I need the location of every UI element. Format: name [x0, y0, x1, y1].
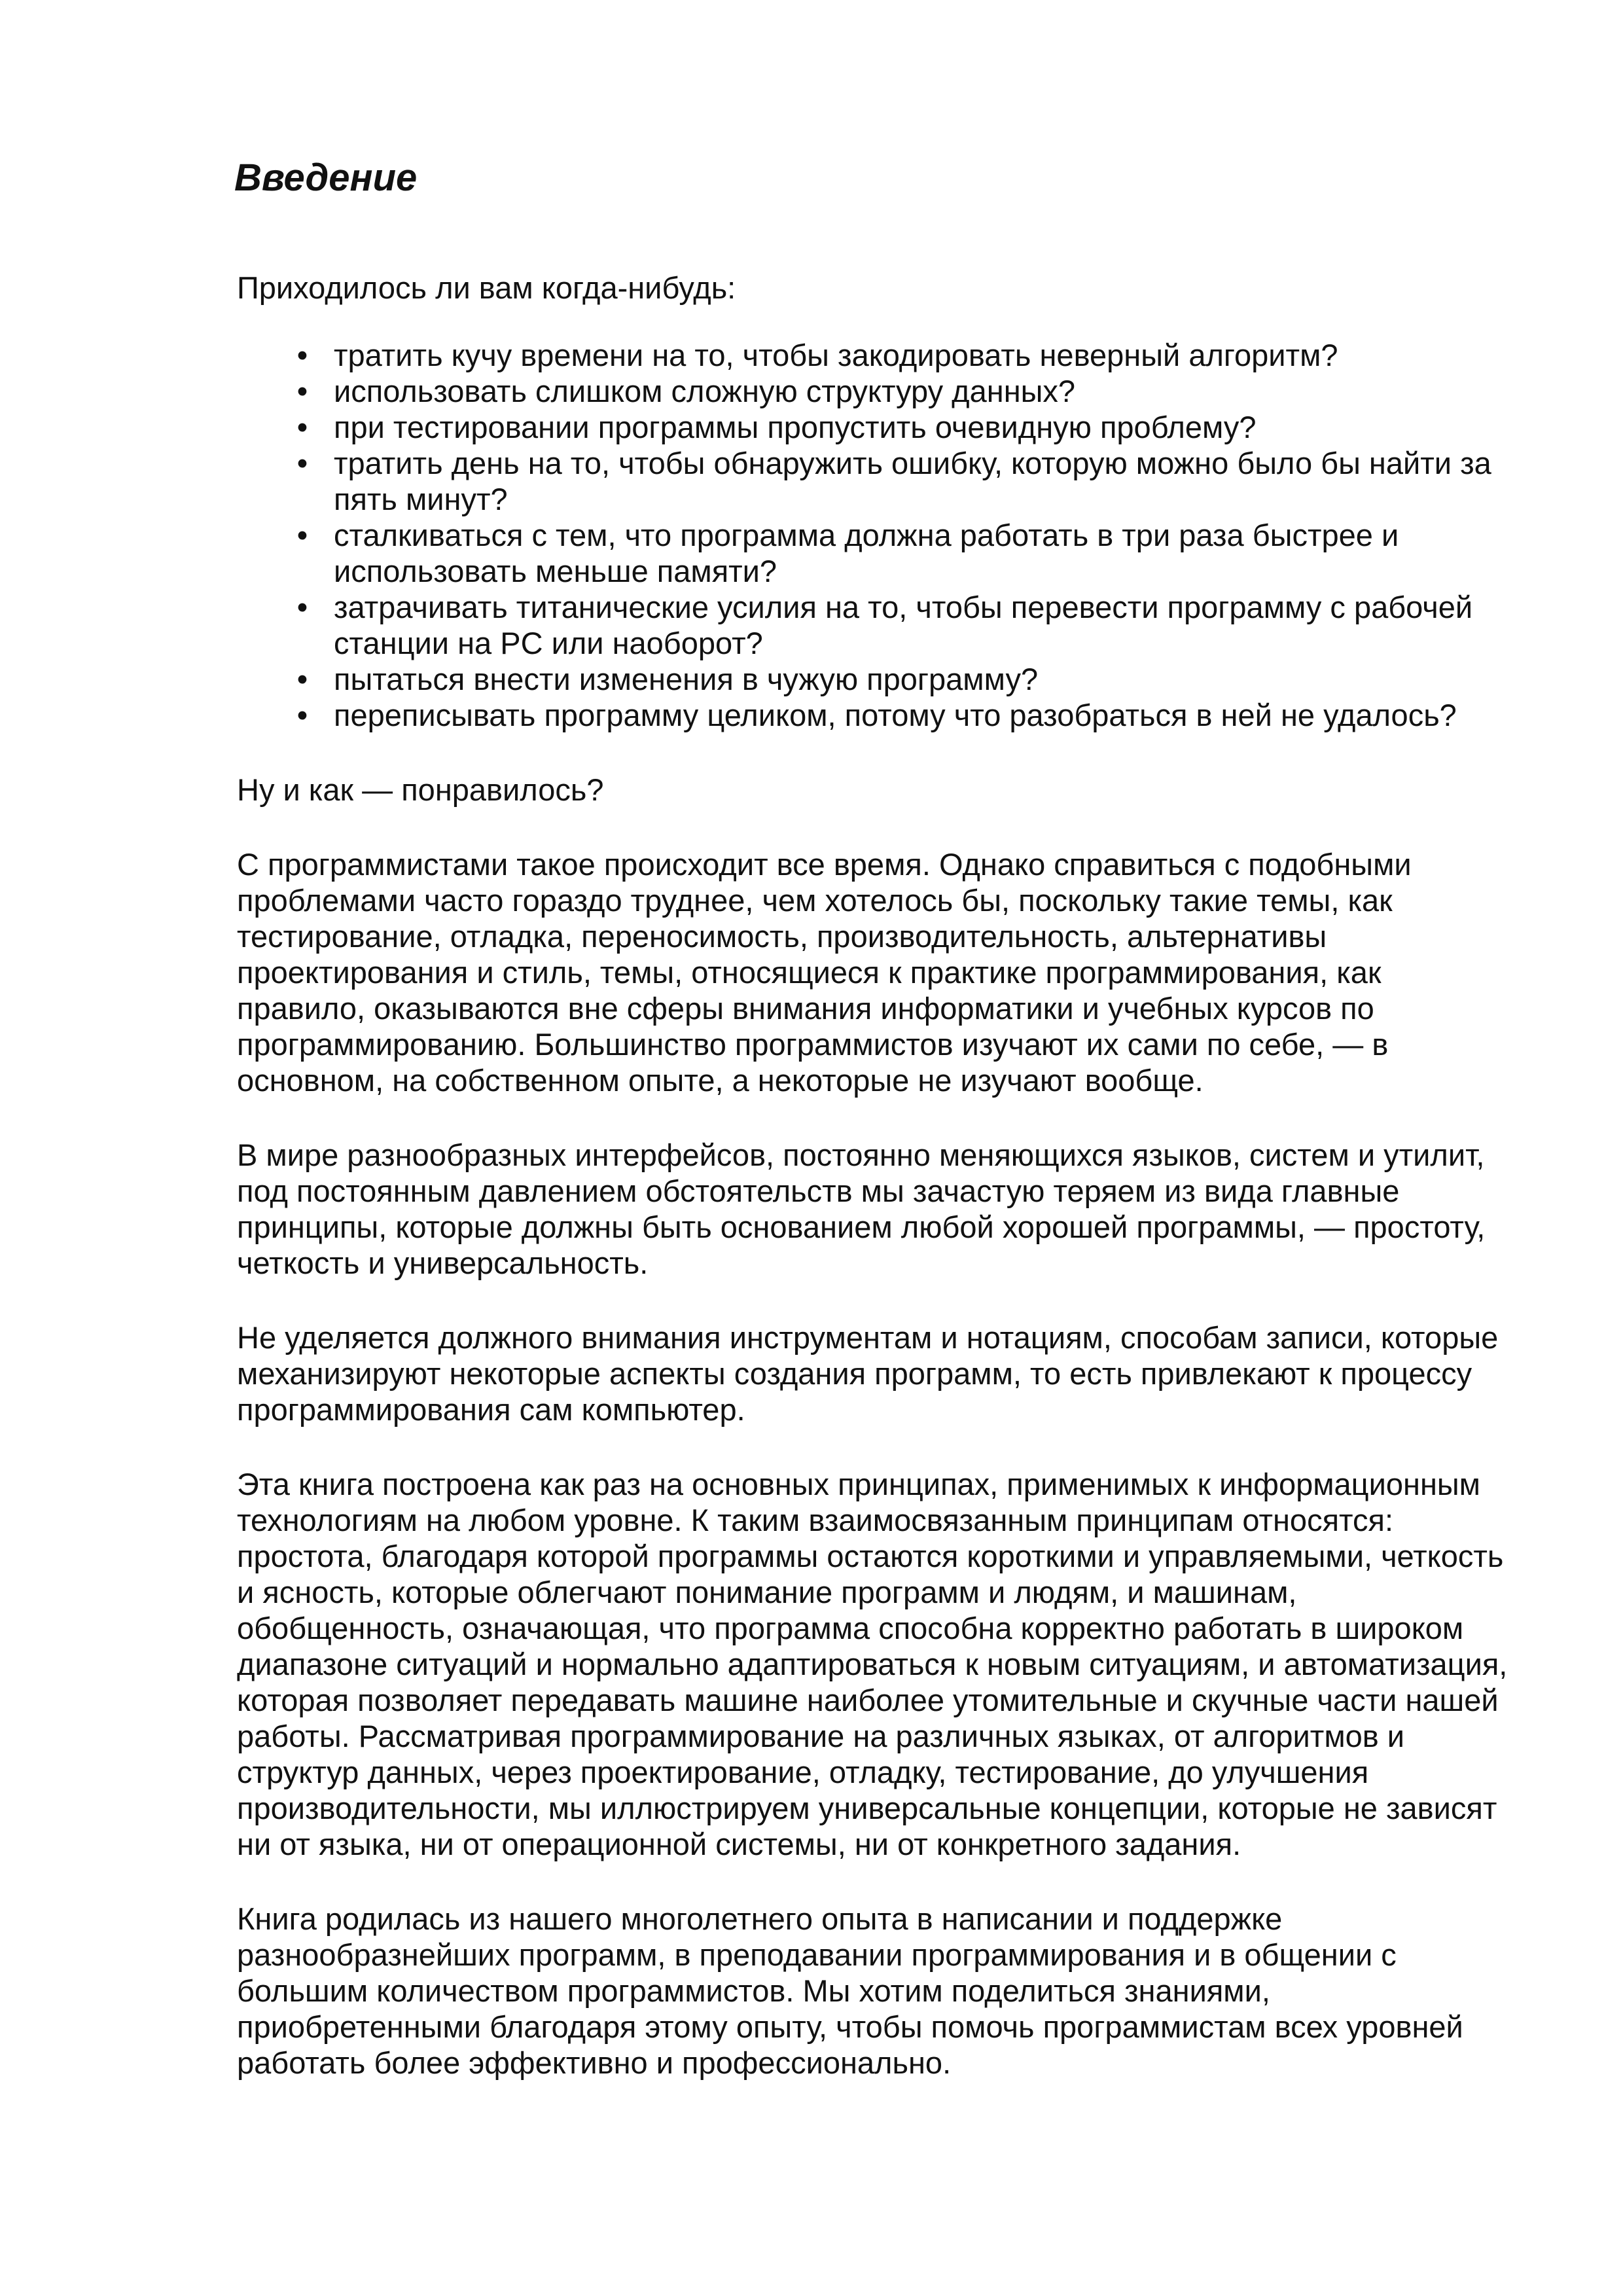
list-item [237, 409, 1513, 445]
list-item [237, 337, 1513, 373]
paragraph: Не уделяется должного внимания инструментам и нотациям, способам записи, которые механизируют некоторые аспекты создания программ, то есть привлекают к процессу программирования сам компьютер. [237, 1320, 1499, 1427]
question-list [237, 337, 1513, 733]
intro-text: Приходилось ли вам когда-нибудь: [237, 270, 736, 305]
list-item [237, 445, 1513, 517]
list-item [237, 661, 1513, 697]
bullet-icon: • [296, 698, 308, 732]
list-item [237, 517, 1513, 589]
page-heading: Введение [234, 156, 418, 199]
paragraph: В мире разнообразных интерфейсов, постоянно меняющихся языков, систем и утилит, под постоянным давлением обстоятельств мы зачастую теряем из вида главные принципы, которые должны быть основанием любой хорошей программы, — простоту, четкость и универсальность. [237, 1138, 1486, 1280]
list-item-text: переписывать программу целиком, потому что разобраться в ней не удалось? [334, 698, 1457, 732]
paragraph: Книга родилась из нашего многолетнего опыта в написании и поддержке разнообразнейших программ, в преподавании программирования и в общении с большим количеством программистов. Мы хотим поделиться знаниями, приобретенными благодаря этому опыту, чтобы помочь программистам всех уровней работать более эффективно и профессионально. [237, 1901, 1463, 2080]
list-item-text: использовать слишком сложную структуру данных? [334, 374, 1076, 408]
list-item-text: затрачивать титанические усилия на то, чтобы перевести программу с рабочей станции на PC или наоборот? [334, 590, 1473, 660]
list-item [237, 697, 1513, 733]
question-text: Ну и как — понравилось? [237, 772, 604, 807]
list-item-text: тратить день на то, чтобы обнаружить ошибку, которую можно было бы найти за пять минут? [334, 446, 1491, 516]
list-item-text: сталкиваться с тем, что программа должна работать в три раза быстрее и использовать меньше памяти? [334, 518, 1399, 588]
list-item-text: тратить кучу времени на то, чтобы закодировать неверный алгоритм? [334, 338, 1338, 372]
bullet-icon: • [296, 374, 308, 408]
list-item-text: при тестировании программы пропустить очевидную проблему? [334, 410, 1257, 444]
bullet-icon: • [296, 590, 308, 624]
list-item [237, 589, 1513, 661]
bullet-icon: • [296, 410, 308, 444]
paragraph: Эта книга построена как раз на основных принципах, применимых к информационным технологиям на любом уровне. К таким взаимосвязанным принципам относятся: простота, благодаря которой программы остаются короткими и управляемыми, четкость и ясность, которые облегчают понимание программ и людям, и машинам, обобщенность, означающая, что программа способна корректно работать в широком диапазоне ситуаций и нормально адаптироваться к новым ситуациям, и автоматизация, которая позволяет передавать машине наиболее утомительные и скучные части нашей работы. Рассматривая программирование на различных языках, от алгоритмов и структур данных, через проектирование, отладку, тестирование, до улучшения производительности, мы иллюстрируем универсальные концепции, которые не зависят ни от языка, ни от операционной системы, ни от конкретного задания. [237, 1467, 1508, 1861]
list-item [237, 373, 1513, 409]
paragraph: С программистами такое происходит все время. Однако справиться с подобными проблемами часто гораздо труднее, чем хотелось бы, поскольку такие темы, как тестирование, отладка, переносимость, производительность, альтернативы проектирования и стиль, темы, относящиеся к практике программирования, как правило, оказываются вне сферы внимания информатики и учебных курсов по программированию. Большинство программистов изучают их сами по себе, — в основном, на собственном опыте, а некоторые не изучают вообще. [237, 847, 1412, 1098]
bullet-icon: • [296, 338, 308, 372]
bullet-icon: • [296, 518, 308, 552]
bullet-icon: • [296, 662, 308, 696]
list-item-text: пытаться внести изменения в чужую программу? [334, 662, 1039, 696]
bullet-icon: • [296, 446, 308, 480]
document-body [237, 270, 1513, 2081]
